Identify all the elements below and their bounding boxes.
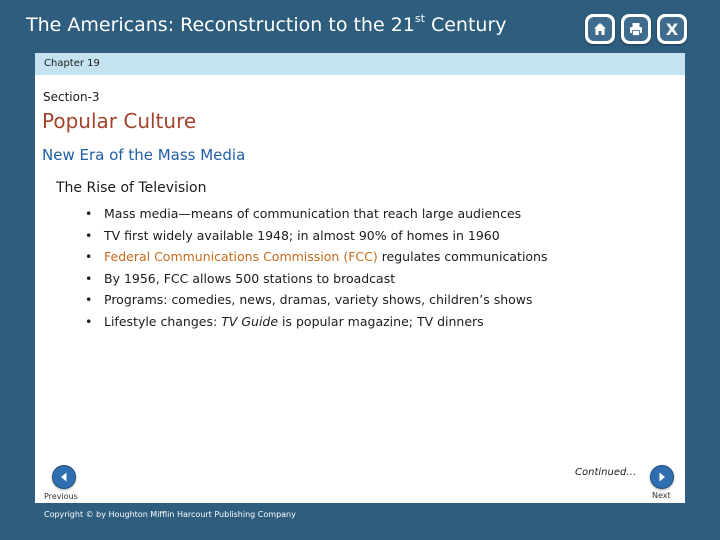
list-item — [85, 246, 548, 268]
print-icon — [624, 17, 648, 41]
app-title — [26, 14, 507, 36]
close-label: X — [665, 19, 679, 39]
bullet-accent-text: Federal Communications Commission (FCC) — [104, 249, 378, 265]
print-button[interactable] — [621, 14, 651, 44]
arrow-right-icon — [656, 471, 668, 483]
chapter-label: Chapter 19 — [44, 58, 100, 69]
bullet-icon: • — [85, 249, 93, 265]
bullet-text: regulates communications — [377, 249, 548, 265]
previous-label[interactable]: Previous — [44, 492, 78, 501]
arrow-left-icon — [58, 471, 70, 483]
bullet-list — [85, 203, 548, 333]
next-label[interactable]: Next — [652, 491, 671, 500]
list-item — [85, 311, 548, 333]
close-icon — [660, 17, 684, 41]
list-item — [85, 268, 548, 290]
title-superscript: st — [414, 12, 425, 25]
title-text: The Americans: Reconstruction to the 21 — [26, 14, 415, 36]
chapter-bar — [35, 53, 685, 75]
next-button[interactable] — [650, 465, 674, 489]
bullet-icon: • — [85, 227, 93, 243]
previous-button[interactable] — [52, 465, 76, 489]
list-item — [85, 289, 548, 311]
list-item — [85, 203, 548, 225]
home-icon — [588, 17, 612, 41]
bullet-text-end: is popular magazine; TV dinners — [278, 313, 484, 329]
list-item — [85, 225, 548, 247]
bullet-icon: • — [85, 206, 93, 221]
bullet-icon: • — [85, 313, 93, 329]
bullet-icon: • — [85, 292, 93, 308]
home-button[interactable] — [585, 14, 615, 44]
footer-bar — [35, 503, 685, 526]
section-label: Section-3 — [43, 90, 100, 104]
subtitle: New Era of the Mass Media — [42, 146, 246, 164]
content-panel — [35, 53, 685, 503]
bullet-icon: • — [85, 270, 93, 286]
bullet-text: TV first widely available 1948; in almost 90% of homes in 1960 — [104, 227, 500, 243]
bullet-text: By 1956, FCC allows 500 stations to broadcast — [104, 270, 396, 286]
continued-label: Continued… — [575, 467, 637, 478]
bullet-text: Mass media—means of communication that reach large audiences — [104, 206, 522, 221]
topic-heading: The Rise of Television — [56, 180, 207, 196]
bullet-text: Lifestyle changes: — [104, 313, 222, 329]
copyright-text: Copyright © by Houghton Mifflin Harcourt Publishing Company — [44, 510, 296, 519]
page-title: Popular Culture — [42, 109, 197, 133]
title-text-suffix: Century — [424, 14, 507, 36]
bullet-text: Programs: comedies, news, dramas, variety shows, children’s shows — [104, 292, 533, 308]
bullet-italic-text: TV Guide — [221, 313, 279, 329]
close-button[interactable] — [657, 14, 687, 44]
